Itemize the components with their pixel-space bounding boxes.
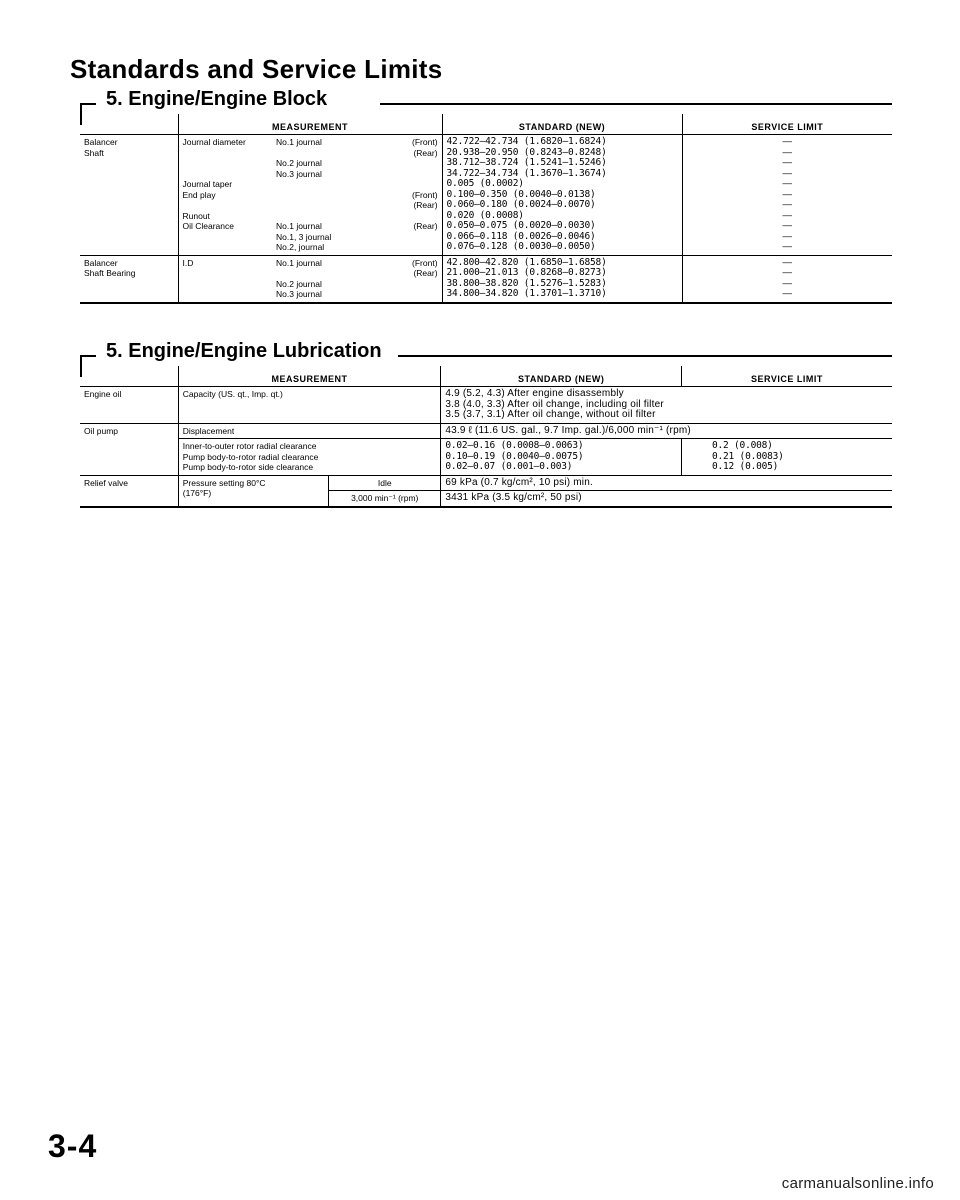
pressure-setting: Pressure setting 80°C (176°F) — [178, 475, 328, 507]
table-row — [80, 135, 892, 256]
measurement-labels: Journal diameter Journal taper End play Runout Oil Clearance — [178, 135, 272, 256]
standard-values: 42.722—42.734 (1.6820—1.6824) 20.938—20.950 (0.8243—0.8248) 38.712—38.724 (1.5241—1.5246) 34.722—34.734 (1.3670—1.3674) 0.005 (0.0002) 0.100—0.350 (0.0040—0.0138) 0.060—0.180 (0.0024—0.0070) 0.020 (0.0008) 0.050—0.075 (0.0020—0.0030) 0.066—0.118 (0.0026—0.0046) 0.076—0.128 (0.0030—0.0050) — [442, 135, 682, 256]
page-number: 3-4 — [48, 1128, 98, 1164]
engine-block-table — [80, 114, 892, 304]
table-header-row — [80, 366, 892, 387]
table-row — [80, 423, 892, 439]
item-engine-oil: Engine oil — [84, 389, 122, 399]
service-limit-values: — — — — — — — — — — — — [682, 135, 892, 256]
displacement-value: 43.9 ℓ (11.6 US. gal., 9.7 Imp. gal.)/6,000 min⁻¹ (rpm) — [441, 423, 892, 439]
section-heading-engine-block: 5. Engine/Engine Block — [106, 88, 331, 111]
service-limit-values: — — — — — [682, 255, 892, 303]
header-bracket — [80, 103, 96, 105]
service-limit-header: SERVICE LIMIT — [682, 114, 892, 135]
rpm-label: 3,000 min⁻¹ (rpm) — [329, 491, 441, 507]
service-limit-header: SERVICE LIMIT — [681, 366, 892, 387]
table-row — [80, 387, 892, 424]
table-row — [80, 439, 892, 476]
journal-locations: No.1 journal No.2 journal No.3 journal No.1 journal No.1, 3 journal No.2, journal — [276, 137, 332, 252]
table-row — [80, 475, 892, 491]
watermark: carmanualsonline.info — [781, 1175, 934, 1192]
clearance-limit: 0.2 (0.008) 0.21 (0.0083) 0.12 (0.005) — [681, 439, 892, 476]
section-heading-engine-lubrication: 5. Engine/Engine Lubrication — [106, 340, 386, 363]
standard-values: 42.800—42.820 (1.6850—1.6858) 21.000—21.013 (0.8268—0.8273) 38.800—38.820 (1.5276—1.5283) 34.800—34.820 (1.3701—1.3710) — [442, 255, 682, 303]
item-balancer-shaft: Balancer Shaft — [84, 137, 118, 158]
item-balancer-shaft-bearing: Balancer Shaft Bearing — [84, 257, 136, 278]
idle-label: Idle — [329, 475, 441, 491]
journal-locations: No.1 journal No.2 journal No.3 journal — [276, 257, 322, 299]
table-header-row — [80, 114, 892, 135]
table-row — [80, 255, 892, 303]
clearance-standard: 0.02—0.16 (0.0008—0.0063) 0.10—0.19 (0.0040—0.0075) 0.02—0.07 (0.001—0.003) — [441, 439, 682, 476]
page-title: Standards and Service Limits — [70, 54, 443, 84]
measurement-header: MEASUREMENT — [178, 366, 441, 387]
header-rule — [398, 355, 892, 357]
displacement-label: Displacement — [178, 423, 441, 439]
engine-oil-measurement: Capacity (US. qt., Imp. qt.) — [178, 387, 441, 424]
engine-lubrication-table — [80, 366, 892, 508]
idle-value: 69 kPa (0.7 kg/cm², 10 psi) min. — [441, 475, 892, 491]
journal-positions: (Front) (Rear) (Front) (Rear) (Rear) — [412, 137, 438, 231]
engine-oil-standard: 4.9 (5.2, 4.3) After engine disassembly 3.8 (4.0, 3.3) After oil change, including oil filter 3.5 (3.7, 3.1) After oil change, without oil filter — [441, 387, 892, 424]
item-relief-valve: Relief valve — [84, 477, 128, 488]
header-bracket — [80, 355, 96, 357]
item-oil-pump: Oil pump — [84, 425, 119, 436]
measurement-labels: I.D — [178, 255, 272, 303]
standard-header: STANDARD (NEW) — [441, 366, 682, 387]
journal-positions: (Front) (Rear) — [412, 257, 438, 278]
header-rule — [380, 103, 892, 105]
rpm-value: 3431 kPa (3.5 kg/cm², 50 psi) — [441, 491, 892, 507]
standard-header: STANDARD (NEW) — [442, 114, 682, 135]
clearance-labels: Inner-to-outer rotor radial clearance Pump body-to-rotor radial clearance Pump body-to-rotor side clearance — [178, 439, 441, 476]
measurement-header: MEASUREMENT — [178, 114, 442, 135]
